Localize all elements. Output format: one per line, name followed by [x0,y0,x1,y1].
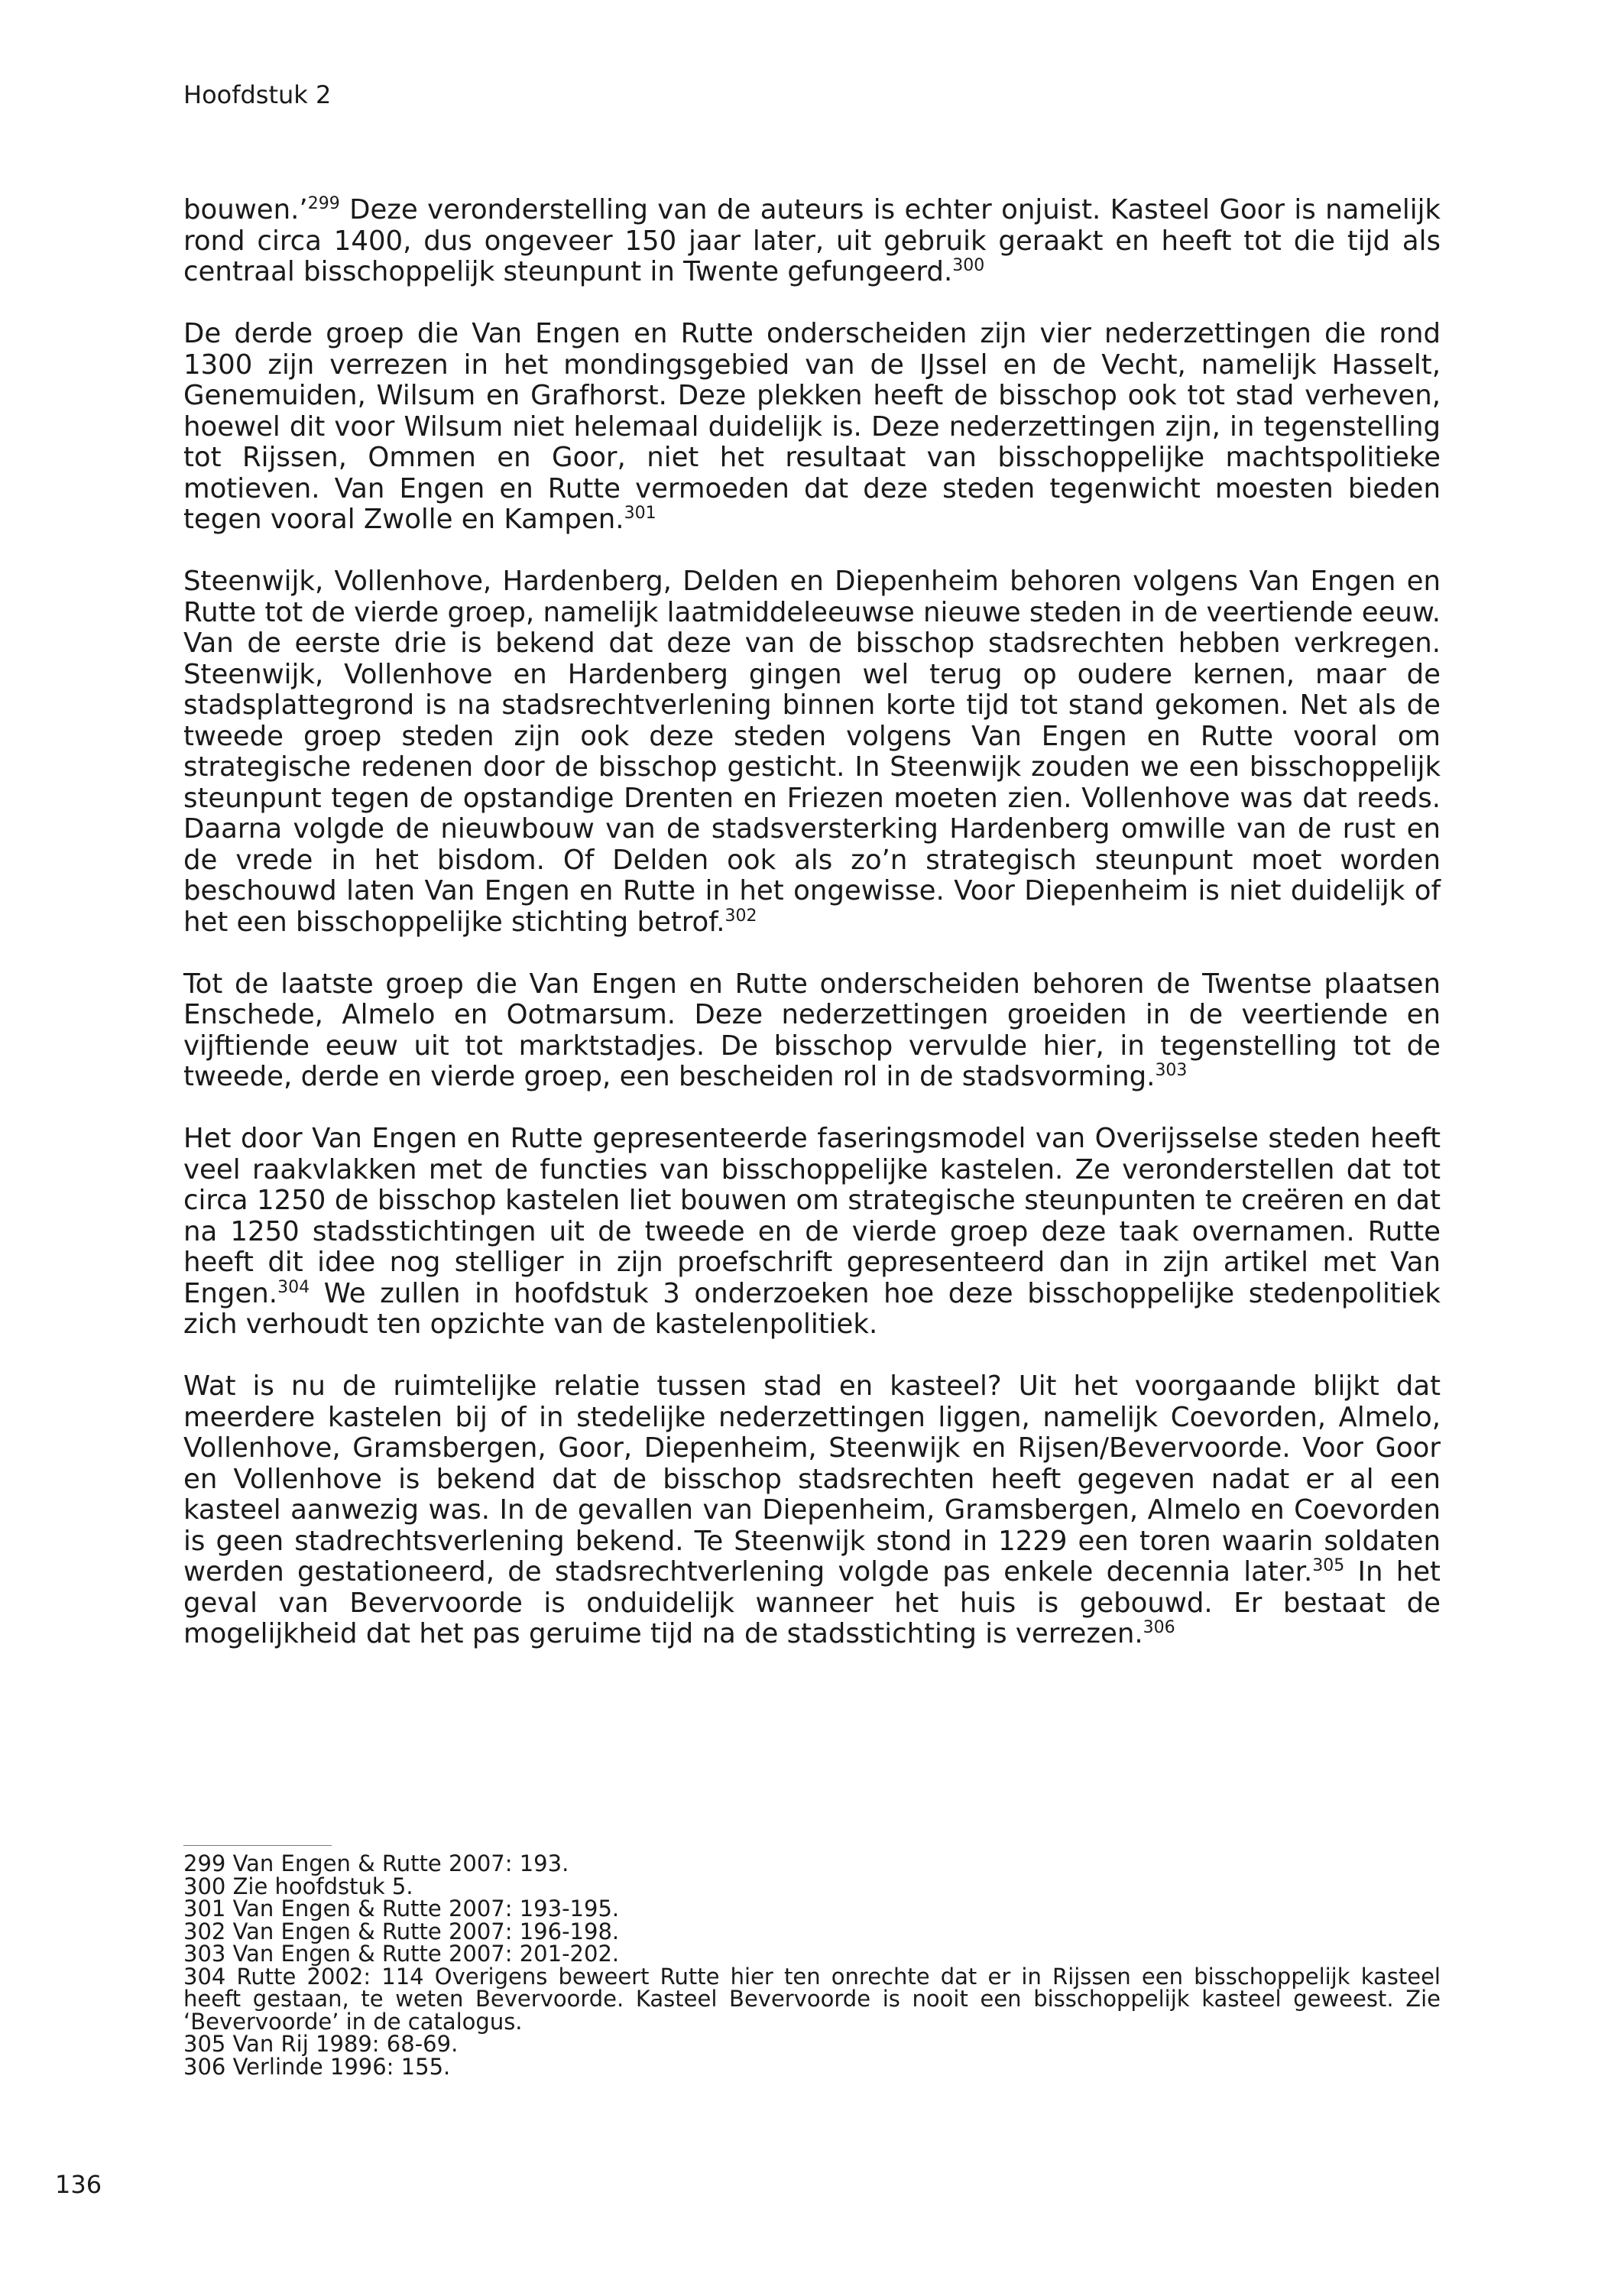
paragraph [183,1124,1441,1341]
paragraph [183,969,1441,1093]
body-text [183,195,1441,1681]
footnote: 300 Zie hoofdstuk 5. [183,1873,413,1899]
paragraph [183,566,1441,938]
page-number: 136 [55,2170,102,2199]
paragraph-text: We zullen in hoofdstuk 3 onderzoeken hoe deze bisschoppelijke stedenpolitiek zich verhoudt ten opzichte van de kastelenpolitiek. [183,1277,1441,1340]
footnote: 303 Van Engen & Rutte 2007: 201-202. [183,1941,620,1967]
running-head: Hoofdstuk 2 [183,80,332,109]
paragraph-text: bouwen.’ [183,194,308,225]
footnote-ref: 303 [1155,1061,1188,1081]
footnote: 299 Van Engen & Rutte 2007: 193. [183,1850,569,1876]
paragraph-text: De derde groep die Van Engen en Rutte onderscheiden zijn vier nederzettingen die rond 1300 zijn verrezen in het mondingsgebied van de IJssel en de Vecht, namelijk Hasselt, Genemuiden, Wilsum en Grafhorst. Deze plekken heeft de bisschop ook tot stad verheven, hoewel dit voor Wilsum niet helemaal duidelijk is. Deze nederzettingen zijn, in tegenstelling tot Rijssen, Ommen en Goor, niet het resultaat van bisschoppelijke machtspolitieke motieven. Van Engen en Rutte vermoeden dat deze steden tegenwicht moesten bieden tegen vooral Zwolle en Kampen. [183,318,1441,535]
footnote: 305 Van Rij 1989: 68-69. [183,2031,459,2057]
footnote: 304 Rutte 2002: 114 Overigens beweert Rutte hier ten onrechte dat er in Rijssen een bisschoppelijk kasteel heeft gestaan, te weten Bevervoorde. Kasteel Bevervoorde is nooit een bisschoppelijk kasteel geweest. Zie ‘Bevervoorde’ in de catalogus. [183,1963,1441,2035]
footnote: 302 Van Engen & Rutte 2007: 196-198. [183,1918,620,1944]
footnote-ref: 304 [277,1277,310,1297]
paragraph [183,319,1441,536]
footnote-ref: 302 [724,906,757,926]
paragraph [183,1371,1441,1650]
paragraph [183,195,1441,288]
footnote: 301 Van Engen & Rutte 2007: 193-195. [183,1896,620,1922]
footnote-ref: 300 [952,256,985,276]
paragraph-text: Steenwijk, Vollenhove, Hardenberg, Delden en Diepenheim behoren volgens Van Engen en Rutte tot de vierde groep, namelijk laatmiddeleeuwse nieuwe steden in de veertiende eeuw. Van de eerste drie is bekend dat deze van de bisschop stadsrechten hebben verkregen. Steenwijk, Vollenhove en Hardenberg gingen wel terug op oudere kernen, maar de stadsplattegrond is na stadsrechtverlening binnen korte tijd tot stand gekomen. Net als de tweede groep steden zijn ook deze steden volgens Van Engen en Rutte vooral om strategische redenen door de bisschop gesticht. In Steenwijk zouden we een bisschoppelijk steunpunt tegen de opstandige Drenten en Friezen moeten zien. Vollenhove was dat reeds. Daarna volgde de nieuwbouw van de stadsversterking Hardenberg omwille van de rust en de vrede in het bisdom. Of Delden ook als zo’n strategisch steunpunt moet worden beschouwd laten Van Engen en Rutte in het ongewisse. Voor Diepenheim is niet duidelijk of het een bisschoppelijke stichting betrof. [183,566,1441,938]
paragraph-text: Deze veronderstelling van de auteurs is echter onjuist. Kasteel Goor is namelijk rond circa 1400, dus ongeveer 150 jaar later, uit gebruik geraakt en heeft tot die tijd als centraal bisschoppelijk steunpunt in Twente gefungeerd. [183,194,1441,287]
footnote-ref: 306 [1143,1618,1175,1638]
footnote-separator [183,1845,332,1846]
footnote: 306 Verlinde 1996: 155. [183,2053,451,2080]
footnotes [183,1850,1441,2080]
footnote-ref: 301 [624,504,656,524]
paragraph-text: Wat is nu de ruimtelijke relatie tussen stad en kasteel? Uit het voorgaande blijkt dat meerdere kastelen bij of in stedelijke nederzettingen liggen, namelijk Coevorden, Almelo, Vollenhove, Gramsbergen, Goor, Diepenheim, Steenwijk en Rijsen/Bevervoorde. Voor Goor en Vollenhove is bekend dat de bisschop stadsrechten heeft gegeven nadat er al een kasteel aanwezig was. In de gevallen van Diepenheim, Gramsbergen, Almelo en Coevorden is geen stadrechtsverlening bekend. Te Steenwijk stond in 1229 een toren waarin soldaten werden gestationeerd, de stadsrechtverlening volgde pas enkele decennia later. [183,1370,1441,1588]
paragraph-text: Het door Van Engen en Rutte gepresenteerde faseringsmodel van Overijsselse steden heeft veel raakvlakken met de functies van bisschoppelijke kastelen. Ze veronderstellen dat tot circa 1250 de bisschop kastelen liet bouwen om strategische steunpunten te creëren en dat na 1250 stadsstichtingen uit de tweede en de vierde groep deze taak overnamen. Rutte heeft dit idee nog stelliger in zijn proefschrift gepresenteerd dan in zijn artikel met Van Engen. [183,1123,1441,1309]
paragraph-text: In het geval van Bevervoorde is onduidelijk wanneer het huis is gebouwd. Er bestaat de mogelijkheid dat het pas geruime tijd na de stadsstichting is verrezen. [183,1556,1441,1649]
paragraph-text: Tot de laatste groep die Van Engen en Rutte onderscheiden behoren de Twentse plaatsen Enschede, Almelo en Ootmarsum. Deze nederzettingen groeiden in de veertiende en vijftiende eeuw uit tot marktstadjes. De bisschop vervulde hier, in tegenstelling tot de tweede, derde en vierde groep, een bescheiden rol in de stadsvorming. [183,968,1441,1092]
footnote-ref: 299 [307,194,340,214]
footnote-ref: 305 [1312,1556,1345,1576]
